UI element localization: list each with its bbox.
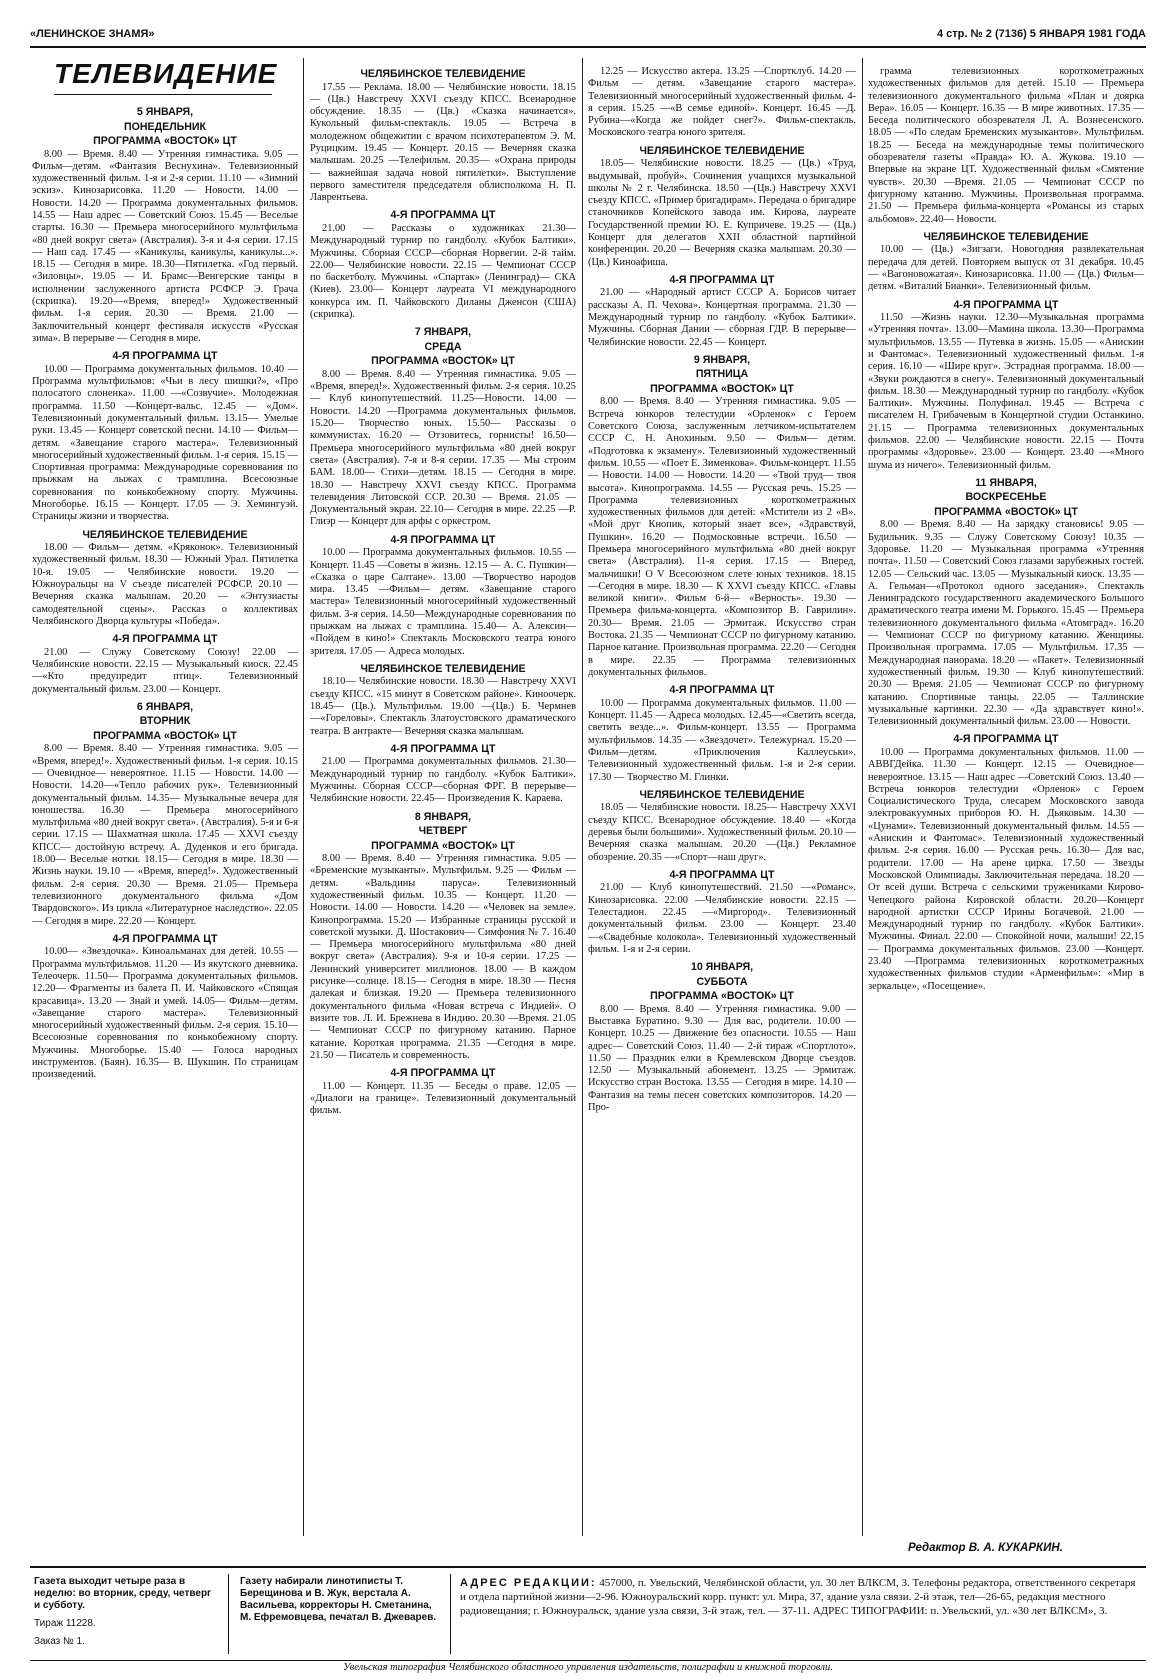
section-heading: 10 ЯНВАРЯ,	[690, 961, 754, 974]
section-heading: СРЕДА	[424, 340, 462, 353]
address-label: АДРЕС РЕДАКЦИИ:	[460, 1577, 597, 1589]
footer-address	[460, 1576, 1140, 1618]
program-section	[588, 789, 856, 864]
issue-line: 4 стр. № 2 (7136) 5 ЯНВАРЯ 1981 ГОДА	[936, 28, 1146, 40]
program-listing: 18.05 — Челябинские новости. 18.25— Навстречу XXVI съезду КПСС. Всенародное обсуждение. 18.40 — «Когда деревья были большими». Художественный фильм. 20.10 — Вечерняя сказка малышам. 20.20 —(Цв.) Рекламное обозрение. 20.35 —«Спорт—наш друг».	[588, 802, 856, 863]
program-section	[32, 633, 298, 696]
rubric-title: ТЕЛЕВИДЕНИЕ	[54, 58, 272, 95]
program-section	[310, 663, 576, 738]
program-listing: 21.00 — Клуб кинопутешествий. 21.50 —«Романс». Кинозарисовка. 22.00 —Челябинские новости. 22.15 — Телестадион. 22.45 —«Миргород». Телевизионный документальный фильм. 23.00 — Концерт. 23.40 —«Свадебные колокола». Телевизионный художественный фильм. 1-я и 2-я серии.	[588, 882, 856, 955]
program-listing: 10.00 — Программа документальных фильмов. 10.40 — Программа мультфильмов: «Чьи в лесу шишки?», «Про полосатого слоненка». 11.00 —«Созвучие». Молодежная программа. 11.50 —Концерт-вальс. 12.45 — «Дом». Телевизионный документальный фильм. 13.15— Умелые руки. 13.45 — Концерт советской песни. 14.10 — Фильм—детям. «Завещание старого мастера». Телевизионный многосерийный художественный фильм. 1-я серия. 15.15 — Спортивная программа: Международные соревнования по прыжкам на лыжах с трамплина. Всесоюзные соревнования по конькобежному спорту. Мужчины. Многоборье. 16.15 — Концерт. 17.05 — Э. Хемингуэй. Страницы жизни и творчества.	[32, 363, 298, 523]
section-heading: 9 ЯНВАРЯ,	[693, 353, 751, 366]
program-listing: 10.00 — Программа документальных фильмов. 11.00 — АВВГДейка. 11.30 — Концерт. 12.15 — Очевидное—невероятное. 13.15 — Наш адрес —Советский Союз. 13.40 — Встреча юнкоров телестудии «Орленок» с Героем Социалистического Труда, слесарем Московского завода электровакуумных приборов Ю. Н. Дьяковым. 14.30 — «Цунами». Телевизионный документальный фильм. 14.55 — «Анискин и Фантомас». Телевизионный художественный фильм. 2-я серия. 16.00 — Русская речь. 16.30— Для вас, родители. 17.00 — На арене цирка. 17.50 — Звезды Московской Олимпиады. Заключительная передача. 18.20 — От всей души. Встреча с сельскими тружениками Кирово-Чепецкого района Кировской области. 20.20—Концерт народной артистки СССР Ирины Богачевой. 21.00 — Международный турнир по гандболу. «Кубок Балтики». Мужчины. Финал. 22.00 — Спокойной ночи, малыши! 22.15 — Программа документальных фильмов. 23.00 —Концерт. 23.40 —Программа телевизионных короткометражных художественных фильмов студии «Арменфильм»: «Мир в зеркальце», «Посещение».	[868, 746, 1144, 992]
section-heading: ПЯТНИЦА	[695, 368, 749, 381]
program-listing: 21.00 — Служу Советскому Союзу! 22.00 — Челябинские новости. 22.15 — Музыкальный киоск. 22.45 —«Кто предупредит птиц». Телевизионный документальный фильм. 23.00 — Концерт.	[32, 646, 298, 695]
program-section	[310, 209, 576, 321]
program-section	[310, 534, 576, 658]
program-listing: 21.00 — Рассказы о художниках 21.30— Международный турнир по гандболу. «Кубок Балтики». Мужчины. Сборная СССР—сборная Норвегии. 2-й тайм. 22.00— Челябинские новости. 22.15 — Чемпионат СССР по баскетболу. Мужчины. «Спартак» (Ленинград)— СКА (Киев). 23.00— Концерт лауреата VI международного конкурса им. П. Чайковского Диланы Дженсон (США) (скрипка).	[310, 222, 576, 321]
program-listing: 8.00 — Время. 8.40 — Утренняя гимнастика. 9.05 — «Бременские музыканты». Мультфильм. 9.25 — Фильм —детям. «Вальдины паруса». Телевизионный художественный фильм. 10.35 — Концерт. 11.20 — Новости. 14.00 — Новости. 14.20 — «Человек на земле». Кинопрограмма. 15.20 — Избранные страницы русской и советской музыки. Д. Шостакович— Симфония № 7. 16.40— Премьера многосерийного мультфильма «80 дней вокруг света» (Австралия). 9-я и 10-я серии. 17.25 — Ленинский университет миллионов. 18.00 — В каждом рисунке—солнце. 18.15— Сегодня в мире. 18.30 — Песня далекая и близкая. 19.20 — Премьера телевизионного документального фильма «Новая встреча с Индией». О визите тов. Л. И. Брежнева в Индию. 20.30 —Время. 21.05 — Чемпионат СССР по фигурному катанию. Парное катание. Короткая программа. 21.35 —Сегодня в мире. 21.50 — Писатель и современность.	[310, 853, 576, 1061]
program-section	[310, 811, 576, 1063]
program-listing: 21.00 — Программа документальных фильмов. 21.30— Международный турнир по гандболу. «Кубок Балтики». Мужчины. Сборная СССР—сборная ФРГ. В перерыве— Челябинские новости. 22.45— Произведения К. Караева.	[310, 756, 576, 805]
column-divider	[303, 58, 304, 1536]
section-heading: ВОСКРЕСЕНЬЕ	[965, 491, 1047, 504]
program-listing: 12.25 — Искусство актера. 13.25 —Спортклуб. 14.20 — Фильм — детям. «Завещание старого мастера». Телевизионный многосерийный художественный фильм. 4-я серия. 15.25 —«В семье единой». Концерт. 16.45 —Д. Рубина—«Когда же пойдет снег?». Фильм-спектакль. Московского театра юного зрителя.	[588, 66, 856, 139]
program-listing: 21.00 — «Народный артист СССР А. Борисов читает рассказы А. П. Чехова». Концертная программа. 21.30 —Международный турнир по гандболу. «Кубок Балтики». Мужчины. Сборная Дании — сборная ГДР. В перерыве—Челябинские новости. 22.45 — Концерт.	[588, 287, 856, 348]
address-text: 457000, п. Увельский, Челябинской области, ул. 30 лет ВЛКСМ, 3. Телефоны редактора, ответственного секретаря и отдела партийной жизни—2-96. Южноуральский корр. пункт: ул. Мира, 37, здание узла связи. 2-й этаж, тел—26-65, редакция местного радиовещания; г. Южноуральск, здание узла связи, 3-й этаж, тел. — 37-11. АДРЕС ТИПОГРАФИИ: п. Увельский, ул. «30 лет ВЛКСМ», 3.	[460, 1577, 1136, 1617]
program-listing: 8.00 — Время. 8.40 — Утренняя гимнастика. 9.05 — Фильм—детям. «Фантазия Веснухина». Телевизионный художественный фильм. 1-я и 2-я серии. 11.10 — «Зимний эскиз». Кинозарисовка. 11.20 — Новости. 14.00 — Новости. 14.20 — Программа документальных фильмов. 14.55 — Наш адрес — Советский Союз. 15.45 — Веселые старты. 16.30 — Премьера многосерийного мультфильма «80 дней вокруг света» (Австралия). 3-я и 4-я серии. 17.15 — Наш сад. 17.45 — «Каникулы, каникулы, каникулы...». 18.15 — Сегодня в мире. 18.30—Пятилетка. «Год первый. «Зиловцы». 19.05 — И. Брамс—Венгерские танцы в исполнении заслуженного артиста РСФСР Э. Грача (скрипка). 19.20—«Время, вперед!» Художественный фильм. 1-я серия. 20.30 — Время. 21.00 — Заключительный концерт фестиваля искусств «Русская зима». В перерыве — Сегодня в мире.	[32, 148, 298, 344]
program-section	[32, 701, 298, 928]
program-section	[588, 145, 856, 269]
printer-line: Увельская типография Челябинского областного управления издательств, полиграфии и книжной торговли.	[343, 1662, 833, 1673]
section-heading: 4-Я ПРОГРАММА ЦТ	[669, 684, 775, 697]
program-listing: 8.00 — Время. 8.40 — Утренняя гимнастика. 9.05 — Встреча юнкоров телестудии «Орленок» с Героем Советского Союза, заслуженным летчиком-испытателем СССР С. Н. Анохиным. 9.50 — Фильм— детям. «Подготовка к экзамену». Телевизионный художественный фильм. 10.55 — «Поет Е. Зименкова». Фильм-концерт. 11.55 — Новости. 14.00 — Новости. 14.20 — «Твой труд— твоя высота». Кинопрограмма. 14.55 — Русская речь. 15.25 — Программа телевизионных короткометражных художественных фильмов для детей: «Мстители из 2 «В». «Мой друг Кнопик, который знает все», «Здравствуй, Пушкин». 16.20 — Подмосковные встречи. 16.50 — Премьера многосерийного мультфильма «80 дней вокруг света» (Австралия). 11-я серия. 17.15 — Вперед, мальчишки! О V Всесоюзном слете юных техников. 18.15 —Сегодня в мире. 18.30 — К XXVI съезду КПСС. «Главы великой книги». Фильм 6-й— «Верность». 19.30 — Премьера фильма-концерта. «Композитор В. Гаврилин». 20.30— Время. 21.05 — Эрмитаж. Искусство стран Востока. 21.35 — Чемпионат СССР по фигурному катанию. Парное катание. Произвольная программа. 22.20 — Сегодня в мире. 22.35 — Программа телевизионных документальных фильмов.	[588, 396, 856, 678]
section-heading: ПРОГРАММА «ВОСТОК» ЦТ	[650, 990, 794, 1003]
program-section	[588, 684, 856, 784]
section-heading: СУББОТА	[696, 975, 748, 988]
section-heading: 11 ЯНВАРЯ,	[975, 476, 1037, 489]
section-heading: 7 ЯНВАРЯ,	[414, 326, 472, 339]
program-listing: 10.00 — Программа документальных фильмов. 11.00 — Концерт. 11.45 — Адреса молодых. 12.45—«Светить всегда, светить везде...». Фильм-концерт. 13.55 — Программа мультфильмов. 14.35 — «Звездочет». Тележурнал. 15.20 —Фильм—детям. «Приключения Каллеуськи». Телевизионный художественный фильм. 1-я и 2-я серии. 17.30 — Творчество М. Глинки.	[588, 697, 856, 783]
section-heading: 5 ЯНВАРЯ,	[136, 106, 194, 118]
section-heading: ВТОРНИК	[139, 715, 191, 728]
circulation: Тираж 11228.	[34, 1618, 96, 1629]
footer	[30, 1566, 1146, 1661]
section-heading: 4-Я ПРОГРАММА ЦТ	[112, 932, 218, 945]
program-listing: 11.00 — Концерт. 11.35 — Беседы о праве. 12.05 — «Диалоги на границе». Телевизионный документальный фильм.	[310, 1080, 576, 1117]
column-divider	[582, 58, 583, 1536]
section-heading: 4-Я ПРОГРАММА ЦТ	[390, 533, 496, 546]
program-listing: 10.00 — (Цв.) «Зигзаги. Новогодняя развлекательная передача для детей. Повторяем выпуск от 31 декабря. 10.45 — «Вагоновожатая». Кинозарисовка. 11.00 — (Цв.) Фильм—детям. «Виталий Бианки». Телевизионный фильм.	[868, 244, 1144, 293]
section-heading: ЧЕЛЯБИНСКОЕ ТЕЛЕВИДЕНИЕ	[360, 68, 526, 80]
program-listing: 18.05— Челябинские новости. 18.25 — (Цв.) «Труд, выдумывай, пробуй». Сочинения учащихся музыкальной школы № 2 г. Челябинска. 18.50 —(Цв.) Навстречу XXVI съезду КПСС. «Пример бригадирам». Передача о бригадире станочников Копейского завода им. Кирова, лауреате Государственной премии Ю. Е. Купричеве. 19.25 — (Цв.) Концерт для делегатов XXII областной партийной конференции. 20.20 — Вечерняя сказка малышам. 20.30 — (Цв.) Киноафиша.	[588, 158, 856, 268]
schedule-text: Газета выходит четыре раза в неделю: во вторник, среду, четверг и субботу.	[34, 1576, 212, 1611]
program-section	[588, 961, 856, 1114]
section-heading: 4-Я ПРОГРАММА ЦТ	[669, 868, 775, 881]
program-section	[32, 933, 298, 1082]
section-heading: ПРОГРАММА «ВОСТОК» ЦТ	[650, 382, 794, 395]
footer-divider	[450, 1574, 451, 1654]
program-section	[588, 274, 856, 349]
program-listing: 11.50 —Жизнь науки. 12.30—Музыкальная программа «Утренняя почта». 13.00—Мамина школа. 13.30—Программа мультфильмов. 13.55 — Путевка в жизнь. 15.05 — «Анискин и Фантомас». Телевизионный художественный фильм. 1-я серия. 16.10 — «Шире круг». Эстрадная программа. 18.00 — «Звуки рождаются в снегу». Телевизионный документальный фильм. 18.30 — Международный турнир по гандболу. «Кубок Балтики». Мужчины. Полуфинал. 19.45 — Встреча с писателем Н. Грибачевым в Концертной студии Останкино. 21.15 — Программа телевизионных документальных фильмов. 22.00 — Челябинские новости. 22.15 — Почта программы «Здоровье». 23.00 — Концерт. 23.40 —«Много шума из ничего». Телевизионный фильм.	[868, 312, 1144, 471]
column-1	[32, 104, 298, 1536]
footer-staff: Газету набирали линотиписты Т. Берещинова и В. Жук, верстала А. Васильева, корректоры Н. Сметанина, М. Ефремовцева, печатал В. Джеварев.	[240, 1576, 437, 1623]
section-heading: ЧЕТВЕРГ	[418, 825, 468, 838]
section-heading: ПОНЕДЕЛЬНИК	[124, 120, 206, 133]
program-listing: 18.00 — Фильм— детям. «Кряконок». Телевизионный художественный фильм. 18.30 — Южный Урал. Пятилетка 10-я. 19.05 — Челябинские новости. 19.20 — Южноуральцы на V съезде писателей РСФСР. 20.10 — Вечерняя сказка малышам. 20.20 — «Энтузиасты самодеятельной сцены». Рассказ о коллективах Челябинского Дворца культуры «Победа».	[32, 542, 298, 627]
program-section	[868, 231, 1144, 294]
section-heading: ПРОГРАММА «ВОСТОК» ЦТ	[371, 839, 515, 852]
program-listing: 8.00 — Время. 8.40 — На зарядку становись! 9.05 — Будильник. 9.35 — Служу Советскому Союзу! 10.35 —Здоровье. 11.20 — Музыкальная программа «Утренняя почта». 11.50 — Советский Союз глазами зарубежных гостей. 12.05 — Сельский час. 13.05 — Музыкальный киоск. 13.35 — А. Гельман—«Протокол одного заседания». Спектакль Ленинградского государственного академического Большого драматического театра имени М. Горького. 15.45 — Премьера телевизионного документального фильма «Атомград». 16.20 — Чемпионат СССР по фигурному катанию. Женщины. Произвольная программа. 17.05 — Мультфильм. 17.35 — Международная панорама. 18.20 — «Пакет». Телевизионный художественный фильм. 19.30 — Клуб кинопутешествий. 20.30 — Время. 21.05 — Чемпионат СССР по фигурному катанию. Спортивные танцы. 22.05 — Таллинские музыкальные картинки. 22.30 — «Да здравствует кино!». Телевизионный документальный фильм. 23.00 — Новости.	[868, 519, 1144, 728]
section-heading: ЧЕЛЯБИНСКОЕ ТЕЛЕВИДЕНИЕ	[360, 662, 526, 675]
program-section	[310, 1067, 576, 1117]
program-section	[32, 106, 298, 345]
program-section	[868, 733, 1144, 992]
section-heading: ЧЕЛЯБИНСКОЕ ТЕЛЕВИДЕНИЕ	[639, 788, 805, 801]
program-section	[310, 743, 576, 806]
section-heading: ПРОГРАММА «ВОСТОК» ЦТ	[93, 135, 237, 147]
program-section	[868, 299, 1144, 472]
column-divider	[862, 58, 863, 1536]
section-heading: ЧЕЛЯБИНСКОЕ ТЕЛЕВИДЕНИЕ	[923, 230, 1089, 243]
program-listing: 17.55 — Реклама. 18.00 — Челябинские новости. 18.15 — (Цв.) Навстречу XXVI съезду КПСС. Всенародное обсуждение. 18.35 — (Цв.) «Сказка начинается». Кукольный фильм-спектакль. 19.05 — Встреча в молодежном общежитии с врачом психотерапевтом Э. М. Руцицким. 19.45 — Концерт. 20.15 — Вечерняя сказка малышам. 20.25 —Телефильм. 20.35— «Охрана природы — важнейшая задача новой пятилетки». Выступление первого заместителя председателя облисполкома Н. П. Лаврентьева.	[310, 81, 576, 204]
order-number: Заказ № 1.	[34, 1636, 85, 1647]
section-heading: 4-Я ПРОГРАММА ЦТ	[112, 350, 218, 363]
footer-publication-info	[34, 1576, 220, 1648]
section-heading: 4-Я ПРОГРАММА ЦТ	[953, 733, 1059, 746]
editor-signature: Редактор В. А. КУКАРКИН.	[908, 1542, 1063, 1554]
program-section	[32, 529, 298, 629]
footer-divider	[228, 1574, 229, 1654]
program-listing: 10.00 — Программа документальных фильмов. 10.55 — Концерт. 11.45 —Советы в жизнь. 12.15 — А. С. Пушкин— «Сказка о царе Салтане». 13.00 —Творчество народов мира. 13.45 —Фильм— детям. «Завещание старого мастера» Телевизионный многосерийный художественный фильм. 3-я серия. 14.50—Международные соревнования по прыжкам на лыжах с трамплина. 15.40— А. Алексин— «Пойдем в кино!» Спектакль Московского театра юного зрителя. 17.05 — Адреса молодых.	[310, 547, 576, 657]
section-heading: 4-Я ПРОГРАММА ЦТ	[953, 298, 1059, 311]
program-section	[32, 350, 298, 523]
paper-name: «ЛЕНИНСКОЕ ЗНАМЯ»	[30, 28, 155, 40]
section-heading: 8 ЯНВАРЯ,	[414, 810, 472, 823]
program-listing: 8.00 — Время. 8.40 — Утренняя гимнастика. 9.00 — Выставка Буратино. 9.30 — Для вас, родители. 10.00 — Концерт. 10.25 — Движение без опасности. 10.55 — Наш адрес— Советский Союз. 11.40 — 2-й тираж «Спортлото». 11.50 — Праздник елки в Кремлевском Дворце съездов. 12.50 — Музыкальный абонемент. 13.25 — Эрмитаж. Искусство стран Востока. 13.55 — Сегодня в мире. 14.10 — Фантазия на темы песен советских композиторов. 14.20 —Про-	[588, 1003, 856, 1113]
masthead	[30, 28, 1146, 48]
program-listing: 10.00— «Звездочка». Киноальманах для детей. 10.55 — Программа мультфильмов. 11.20 — Из якутского дневника. Телеочерк. 11.50— Программа документальных фильмов. 12.20— Фрагменты из балета П. И. Чайковского «Спящая красавица». 13.20 — Знай и умей. 14.05— Фильм—детям. «Завещание старого мастера». Телевизионный многосерийный художественный фильм. 2-я серия. 15.10— Всесоюзные соревнования по конькобежному спорту. Мужчины. Многоборье. 15.40 — Голоса народных инструментов. (Баян). 16.35— В. Шукшин. По страницам произведений.	[32, 946, 298, 1081]
section-heading: ПРОГРАММА «ВОСТОК» ЦТ	[93, 729, 237, 742]
program-section	[588, 354, 856, 679]
program-listing: 18.10— Челябинские новости. 18.30 — Навстречу XXVI съезду КПСС. «15 минут в Советском районе». Киноочерк. 18.45— (Цв.). Мультфильм. 19.00 —(Цв.) Б. Чермнев —«Гореловы». Спектакль Златоустовского драматического театра. В антракте— Вечерняя сказка малышам.	[310, 676, 576, 737]
section-heading: 4-Я ПРОГРАММА ЦТ	[390, 1067, 496, 1080]
section-heading: 4-Я ПРОГРАММА ЦТ	[669, 273, 775, 286]
program-section	[588, 869, 856, 956]
column-3	[588, 66, 856, 1536]
column-2	[310, 66, 576, 1536]
section-heading: 4-Я ПРОГРАММА ЦТ	[390, 209, 496, 222]
section-heading: ПРОГРАММА «ВОСТОК» ЦТ	[371, 355, 515, 368]
program-section	[310, 68, 576, 204]
section-heading: 6 ЯНВАРЯ,	[136, 700, 194, 713]
program-section	[868, 477, 1144, 729]
section-heading: ЧЕЛЯБИНСКОЕ ТЕЛЕВИДЕНИЕ	[639, 144, 805, 157]
section-heading: 4-Я ПРОГРАММА ЦТ	[390, 742, 496, 755]
program-section	[310, 326, 576, 528]
program-listing: грамма телевизионных короткометражных художественных фильмов для детей. 15.10 — Премьера телевизионного документального фильма «План и доярка Вера». 16.05 — Концерт. 16.35 — В мире животных. 17.35 — Беседа политического обозревателя Л. А. Вознесенского. 18.05 — «По следам Бременских музыкантов». Мультфильм. 18.25 — Беседа на международные темы политического обозревателя газеты «Правда» Ю. А. Жукова. 19.10 — Впервые на экране ЦТ. Художественный фильм «Смятение чувств». 20.30 —Время. 21.05 — Чемпионат СССР по фигурному катанию. Мужчины. Произвольная программа. 21.50 — Премьера фильма-концерта «Романсы из старых альбомов». 22.40— Новости.	[868, 66, 1144, 225]
program-listing: 8.00 — Время. 8.40 — Утренняя гимнастика. 9.05 — «Время, вперед!». Художественный фильм. 1-я серия. 10.15 — Очевидное— невероятное. 11.15 — Новости. 14.00 — Новости. 14.20—«Тепло рабочих рук». Телевизионный документальный фильм. 14.35— Музыкальные вечера для юношества. 16.30 — Премьера многосерийного мультфильма «80 дней вокруг света». (Австралия). 5-я и 6-я серии. 17.15 — Шахматная школа. 17.45 — XXVI съезду КПСС— достойную встречу. А. Дуденков и его бригада. 18.00— Веселые нотки. 18.15— Сегодня в мире. 18.30 — Жизнь науки. 19.10 — «Время, вперед!». Художественный фильм. 2-я серия. 20.30 — Время. 21.05— Премьера телевизионного документального фильма «Дом Твардовского». Из цикла «Литературное наследство». 22.05 — Сегодня в мире. 22.20 — Концерт.	[32, 743, 298, 927]
program-listing: 8.00 — Время. 8.40 — Утренняя гимнастика. 9.05 — «Время, вперед!». Художественный фильм. 2-я серия. 10.25 — Клуб кинопутешествий. 11.25—Новости. 14.00 — Новости. 14.20 —Программа документальных фильмов. 15.20— Творчество юных. 15.50— Рассказы о коммунистах. 16.20 — Отзовитесь, горнисты! 16.50— Премьера многосерийного мультфильма «80 дней вокруг света» (Австралия). 7-я и 8-я серии. 17.35 — Мы строим БАМ. 18.00— Стихи—детям. 18.15 — Сегодня в мире. 18.30 — Навстречу XXVI съезду КПСС. Программа телевидения Литовской ССР. 20.30 — Время. 21.05 —Документальный экран. 22.10— Сегодня в мире. 22.25 —Р. Глиэр — Концерт для арфы с оркестром.	[310, 368, 576, 528]
column-4	[868, 66, 1144, 1536]
section-heading: 4-Я ПРОГРАММА ЦТ	[112, 633, 218, 646]
section-heading: ЧЕЛЯБИНСКОЕ ТЕЛЕВИДЕНИЕ	[82, 528, 248, 541]
program-section	[868, 66, 1144, 226]
section-heading: ПРОГРАММА «ВОСТОК» ЦТ	[934, 505, 1078, 518]
program-section	[588, 66, 856, 140]
